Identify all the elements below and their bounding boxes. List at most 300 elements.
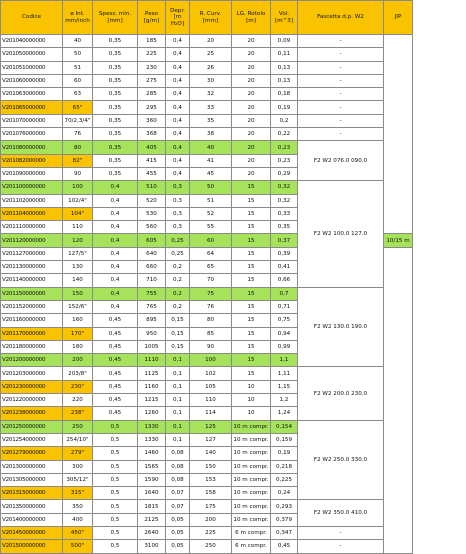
row-weight: 1460: [138, 447, 166, 460]
row-code: V201315000000: [1, 487, 63, 500]
spacer-cell: [413, 500, 466, 513]
row-weight: 1110: [138, 354, 166, 367]
row-code: V201150000000: [1, 287, 63, 300]
row-code: V201400000000: [1, 513, 63, 526]
row-bend-radius: 25: [190, 48, 232, 61]
row-thickness: 0,35: [93, 48, 138, 61]
row-inner-diameter: 230": [63, 380, 93, 393]
row-code: V201300000000: [1, 460, 63, 473]
row-depression: 0,4: [166, 74, 190, 87]
row-bend-radius: 110: [190, 394, 232, 407]
row-code: V201500000000: [1, 540, 63, 553]
row-roll-length: 10: [232, 394, 271, 407]
row-bend-radius: 40: [190, 141, 232, 154]
jip-cell: [384, 35, 413, 234]
row-inner-diameter: 140: [63, 274, 93, 287]
row-thickness: 0,4: [93, 287, 138, 300]
row-depression: 0,07: [166, 487, 190, 500]
row-code: V201070000000: [1, 114, 63, 127]
row-bend-radius: 85: [190, 327, 232, 340]
row-roll-length: 20: [232, 154, 271, 167]
row-inner-diameter: 82": [63, 154, 93, 167]
row-weight: 275: [138, 74, 166, 87]
row-depression: 0,4: [166, 48, 190, 61]
row-bend-radius: 30: [190, 74, 232, 87]
row-thickness: 0,45: [93, 367, 138, 380]
row-thickness: 0,35: [93, 35, 138, 48]
row-bend-radius: 33: [190, 101, 232, 114]
row-depression: 0,3: [166, 221, 190, 234]
spacer-cell: [413, 181, 466, 194]
row-inner-diameter: 110: [63, 221, 93, 234]
spacer-cell: [413, 141, 466, 154]
row-weight: 950: [138, 327, 166, 340]
row-thickness: 0,4: [93, 181, 138, 194]
row-inner-diameter: 127/5": [63, 247, 93, 260]
row-inner-diameter: 70/2,3/4": [63, 114, 93, 127]
row-bend-radius: 65: [190, 261, 232, 274]
row-roll-length: 10 m compr.: [232, 460, 271, 473]
table-row: [1, 35, 466, 48]
spacer-cell: [413, 234, 466, 247]
spacer-cell: [413, 433, 466, 446]
spacer-cell: [413, 61, 466, 74]
row-weight: 360: [138, 114, 166, 127]
row-roll-length: 15: [232, 327, 271, 340]
row-bend-radius: 140: [190, 447, 232, 460]
row-weight: 895: [138, 314, 166, 327]
row-code: V201180000000: [1, 340, 63, 353]
row-inner-diameter: 65": [63, 101, 93, 114]
row-thickness: 0,4: [93, 300, 138, 313]
row-code: V201102000000: [1, 194, 63, 207]
row-depression: 0,4: [166, 88, 190, 101]
row-inner-diameter: 238": [63, 407, 93, 420]
row-depression: 0,05: [166, 513, 190, 526]
row-thickness: 0,5: [93, 513, 138, 526]
row-clamp: F2 W2 130.0 190.0: [298, 287, 384, 367]
row-thickness: 0,35: [93, 61, 138, 74]
row-bend-radius: 50: [190, 181, 232, 194]
row-thickness: 0,5: [93, 420, 138, 433]
row-inner-diameter: 350: [63, 500, 93, 513]
row-depression: 0,15: [166, 340, 190, 353]
row-roll-length: 15: [232, 300, 271, 313]
row-code: V201080000000: [1, 141, 63, 154]
row-thickness: 0,5: [93, 473, 138, 486]
row-depression: 0,3: [166, 181, 190, 194]
row-inner-diameter: 104": [63, 207, 93, 220]
spacer-cell: [413, 221, 466, 234]
row-code: V201130000000: [1, 261, 63, 274]
row-bend-radius: 250: [190, 540, 232, 553]
row-volume: 0,75: [271, 314, 298, 327]
spacer-cell: [413, 380, 466, 393]
row-volume: 0,19: [271, 447, 298, 460]
row-thickness: 0,45: [93, 380, 138, 393]
row-roll-length: 20: [232, 101, 271, 114]
row-depression: 0,4: [166, 128, 190, 141]
row-roll-length: 20: [232, 88, 271, 101]
row-volume: 0,94: [271, 327, 298, 340]
row-weight: 1640: [138, 487, 166, 500]
spacer-cell: [413, 261, 466, 274]
row-weight: 1260: [138, 407, 166, 420]
row-volume: 0,23: [271, 141, 298, 154]
spacer-cell: [413, 101, 466, 114]
row-roll-length: 15: [232, 234, 271, 247]
row-depression: 0,2: [166, 261, 190, 274]
row-weight: 1590: [138, 473, 166, 486]
row-inner-diameter: 305/12": [63, 473, 93, 486]
row-volume: 0,09: [271, 35, 298, 48]
row-bend-radius: 70: [190, 274, 232, 287]
row-volume: 0,22: [271, 128, 298, 141]
row-roll-length: 10: [232, 407, 271, 420]
row-weight: 225: [138, 48, 166, 61]
spacer-cell: [413, 154, 466, 167]
row-roll-length: 20: [232, 167, 271, 180]
row-depression: 0,15: [166, 327, 190, 340]
row-code: V201063000000: [1, 88, 63, 101]
row-bend-radius: 76: [190, 300, 232, 313]
jip-cell-value: 10/15 m: [384, 234, 413, 247]
row-clamp: -: [298, 88, 384, 101]
row-clamp: F2 W2 250.0 330.0: [298, 420, 384, 500]
row-volume: 0,379: [271, 513, 298, 526]
row-volume: 0,41: [271, 261, 298, 274]
row-thickness: 0,35: [93, 154, 138, 167]
row-roll-length: 10 m compr.: [232, 487, 271, 500]
row-inner-diameter: 180: [63, 340, 93, 353]
row-bend-radius: 127: [190, 433, 232, 446]
row-depression: 0,05: [166, 526, 190, 539]
row-thickness: 0,5: [93, 487, 138, 500]
row-thickness: 0,5: [93, 526, 138, 539]
row-weight: 1815: [138, 500, 166, 513]
row-clamp: -: [298, 128, 384, 141]
row-thickness: 0,45: [93, 394, 138, 407]
row-volume: 0,13: [271, 61, 298, 74]
row-thickness: 0,35: [93, 114, 138, 127]
row-inner-diameter: 102/4": [63, 194, 93, 207]
row-code: V201065000000: [1, 101, 63, 114]
row-roll-length: 10 m compr.: [232, 433, 271, 446]
row-volume: 0,71: [271, 300, 298, 313]
row-volume: 0,45: [271, 540, 298, 553]
row-inner-diameter: 170": [63, 327, 93, 340]
row-volume: 1,1: [271, 354, 298, 367]
row-roll-length: 15: [232, 194, 271, 207]
row-code: V201051000000: [1, 61, 63, 74]
row-code: V201350000000: [1, 500, 63, 513]
row-weight: 605: [138, 234, 166, 247]
row-volume: 1,2: [271, 394, 298, 407]
row-volume: 0,24: [271, 487, 298, 500]
row-bend-radius: 225: [190, 526, 232, 539]
row-clamp: F2 W2 100.0 127.0: [298, 181, 384, 287]
row-roll-length: 10: [232, 380, 271, 393]
row-volume: 0,37: [271, 234, 298, 247]
row-clamp: -: [298, 114, 384, 127]
row-thickness: 0,4: [93, 194, 138, 207]
row-volume: 0,32: [271, 194, 298, 207]
row-weight: 368: [138, 128, 166, 141]
spacer-cell: [413, 287, 466, 300]
row-roll-length: 20: [232, 35, 271, 48]
spacer-cell: [413, 327, 466, 340]
row-thickness: 0,35: [93, 141, 138, 154]
spacer-cell: [413, 194, 466, 207]
spacer-cell: [413, 394, 466, 407]
row-volume: 1,11: [271, 367, 298, 380]
row-bend-radius: 150: [190, 460, 232, 473]
spacer-cell: [413, 487, 466, 500]
row-code: V201220000000: [1, 394, 63, 407]
row-volume: 0,39: [271, 247, 298, 260]
header-bend-radius: R. Curv. [mm]: [190, 1, 232, 35]
row-code: V201160000000: [1, 314, 63, 327]
row-depression: 0,2: [166, 287, 190, 300]
row-roll-length: 15: [232, 207, 271, 220]
spacer-cell: [413, 247, 466, 260]
spacer-cell: [413, 473, 466, 486]
row-bend-radius: 60: [190, 234, 232, 247]
row-clamp: -: [298, 526, 384, 539]
row-bend-radius: 64: [190, 247, 232, 260]
table-body: [1, 35, 466, 554]
row-depression: 0,1: [166, 394, 190, 407]
row-weight: 765: [138, 300, 166, 313]
header-inner-diameter: ø Int. mm/inch: [63, 1, 93, 35]
row-inner-diameter: 200: [63, 354, 93, 367]
row-weight: 455: [138, 167, 166, 180]
row-volume: 0,99: [271, 340, 298, 353]
row-roll-length: 20: [232, 114, 271, 127]
row-roll-length: 20: [232, 48, 271, 61]
row-thickness: 0,4: [93, 274, 138, 287]
header-clamp: Fascetta d.p. W2: [298, 1, 384, 35]
row-depression: 0,1: [166, 354, 190, 367]
row-inner-diameter: 80: [63, 141, 93, 154]
row-thickness: 0,45: [93, 354, 138, 367]
row-depression: 0,4: [166, 35, 190, 48]
row-code: V201082000000: [1, 154, 63, 167]
row-weight: 1330: [138, 420, 166, 433]
row-depression: 0,1: [166, 380, 190, 393]
row-code: V201238000000: [1, 407, 63, 420]
row-roll-length: 10 m compr.: [232, 513, 271, 526]
row-roll-length: 15: [232, 247, 271, 260]
header-weight: Peso [g/m]: [138, 1, 166, 35]
row-inner-diameter: 203/8": [63, 367, 93, 380]
row-weight: 295: [138, 101, 166, 114]
row-volume: 0,225: [271, 473, 298, 486]
row-thickness: 0,4: [93, 207, 138, 220]
header-jip: JIP: [384, 1, 413, 35]
row-code: V201250000000: [1, 420, 63, 433]
row-code: V201076000000: [1, 128, 63, 141]
row-thickness: 0,35: [93, 101, 138, 114]
spacer-cell: [413, 513, 466, 526]
row-weight: 1125: [138, 367, 166, 380]
row-inner-diameter: 450": [63, 526, 93, 539]
table-header: [1, 1, 466, 35]
row-bend-radius: 41: [190, 154, 232, 167]
table-row: [1, 234, 466, 247]
row-bend-radius: 114: [190, 407, 232, 420]
row-roll-length: 15: [232, 367, 271, 380]
row-weight: 185: [138, 35, 166, 48]
row-bend-radius: 153: [190, 473, 232, 486]
row-code: V201110000000: [1, 221, 63, 234]
row-code: V201230000000: [1, 380, 63, 393]
row-inner-diameter: 40: [63, 35, 93, 48]
row-volume: 0,19: [271, 101, 298, 114]
row-roll-length: 10 m compr.: [232, 447, 271, 460]
row-depression: 0,05: [166, 540, 190, 553]
row-depression: 0,08: [166, 447, 190, 460]
row-inner-diameter: 60: [63, 74, 93, 87]
row-depression: 0,1: [166, 433, 190, 446]
row-code: V201200000000: [1, 354, 63, 367]
row-roll-length: 15: [232, 221, 271, 234]
row-weight: 660: [138, 261, 166, 274]
row-depression: 0,3: [166, 207, 190, 220]
header-volume: Vol. [m^3]: [271, 1, 298, 35]
row-depression: 0,08: [166, 460, 190, 473]
spacer-cell: [413, 300, 466, 313]
row-weight: 640: [138, 247, 166, 260]
row-thickness: 0,45: [93, 340, 138, 353]
row-roll-length: 15: [232, 354, 271, 367]
row-weight: 755: [138, 287, 166, 300]
row-inner-diameter: 50: [63, 48, 93, 61]
row-inner-diameter: 160: [63, 314, 93, 327]
row-code: V201040000000: [1, 35, 63, 48]
jip-cell: [384, 247, 413, 553]
spacer-cell: [413, 274, 466, 287]
row-bend-radius: 175: [190, 500, 232, 513]
row-weight: 530: [138, 207, 166, 220]
row-inner-diameter: 300: [63, 460, 93, 473]
header-thickness: Spess. min. [mm]: [93, 1, 138, 35]
row-inner-diameter: 76: [63, 128, 93, 141]
row-thickness: 0,35: [93, 128, 138, 141]
row-clamp: -: [298, 101, 384, 114]
row-inner-diameter: 51: [63, 61, 93, 74]
table-row: [1, 247, 466, 260]
row-clamp: -: [298, 48, 384, 61]
row-depression: 0,4: [166, 154, 190, 167]
row-bend-radius: 105: [190, 380, 232, 393]
row-bend-radius: 100: [190, 354, 232, 367]
spacer-cell: [413, 35, 466, 48]
row-weight: 2640: [138, 526, 166, 539]
row-weight: 1565: [138, 460, 166, 473]
row-bend-radius: 20: [190, 35, 232, 48]
row-roll-length: 10 m compr.: [232, 473, 271, 486]
row-bend-radius: 158: [190, 487, 232, 500]
row-clamp: -: [298, 540, 384, 553]
row-weight: 1330: [138, 433, 166, 446]
spacer-cell: [413, 340, 466, 353]
row-volume: 0,154: [271, 420, 298, 433]
row-volume: 0,159: [271, 433, 298, 446]
row-thickness: 0,4: [93, 221, 138, 234]
row-inner-diameter: 130: [63, 261, 93, 274]
spacer-cell: [413, 207, 466, 220]
spacer-cell: [413, 367, 466, 380]
row-volume: 0,347: [271, 526, 298, 539]
row-roll-length: 10 m compr.: [232, 500, 271, 513]
row-depression: 0,1: [166, 420, 190, 433]
row-inner-diameter: 254/10": [63, 433, 93, 446]
row-weight: 1160: [138, 380, 166, 393]
spacer-cell: [413, 128, 466, 141]
row-bend-radius: 52: [190, 207, 232, 220]
row-code: V201152000000: [1, 300, 63, 313]
row-clamp: -: [298, 74, 384, 87]
row-code: V201100000000: [1, 181, 63, 194]
spacer-cell: [413, 460, 466, 473]
row-volume: 1,15: [271, 380, 298, 393]
row-volume: 0,23: [271, 154, 298, 167]
spacer-cell: [413, 420, 466, 433]
row-roll-length: 15: [232, 274, 271, 287]
row-bend-radius: 51: [190, 194, 232, 207]
row-code: V201127000000: [1, 247, 63, 260]
spacer-cell: [413, 167, 466, 180]
row-code: V201170000000: [1, 327, 63, 340]
row-depression: 0,07: [166, 500, 190, 513]
row-depression: 0,1: [166, 407, 190, 420]
row-inner-diameter: 400: [63, 513, 93, 526]
spacer-cell: [413, 314, 466, 327]
row-bend-radius: 35: [190, 114, 232, 127]
row-code: V201279000000: [1, 447, 63, 460]
row-volume: 0,66: [271, 274, 298, 287]
row-code: V201120000000: [1, 234, 63, 247]
row-depression: 0,2: [166, 274, 190, 287]
header-depression: Depr. [m H₂O]: [166, 1, 190, 35]
row-weight: 710: [138, 274, 166, 287]
row-volume: 0,13: [271, 74, 298, 87]
row-weight: 415: [138, 154, 166, 167]
row-inner-diameter: 63: [63, 88, 93, 101]
row-depression: 0,4: [166, 141, 190, 154]
row-inner-diameter: 220: [63, 394, 93, 407]
row-roll-length: 15: [232, 314, 271, 327]
row-depression: 0,25: [166, 234, 190, 247]
row-weight: 510: [138, 181, 166, 194]
spacer-cell: [413, 407, 466, 420]
row-inner-diameter: 250: [63, 420, 93, 433]
spacer-cell: [413, 88, 466, 101]
row-code: V201090000000: [1, 167, 63, 180]
row-bend-radius: 45: [190, 167, 232, 180]
row-bend-radius: 80: [190, 314, 232, 327]
row-roll-length: 20: [232, 128, 271, 141]
row-depression: 0,15: [166, 314, 190, 327]
row-thickness: 0,45: [93, 327, 138, 340]
row-depression: 0,25: [166, 247, 190, 260]
row-bend-radius: 38: [190, 128, 232, 141]
row-weight: 1215: [138, 394, 166, 407]
row-inner-diameter: 120: [63, 234, 93, 247]
row-bend-radius: 26: [190, 61, 232, 74]
row-bend-radius: 125: [190, 420, 232, 433]
